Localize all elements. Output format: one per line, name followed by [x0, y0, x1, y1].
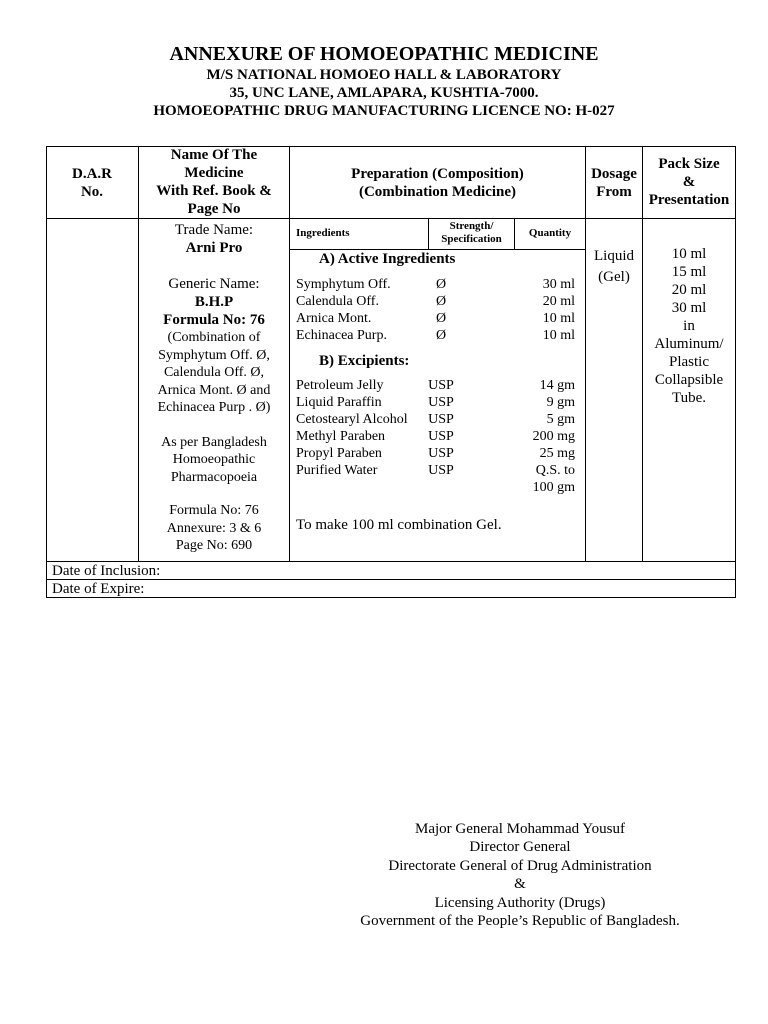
ingredient-name: Purified Water: [296, 463, 378, 478]
ingredient-name: Arnica Mont.: [296, 311, 372, 326]
signatory-authority: Licensing Authority (Drugs): [434, 894, 606, 911]
generic-name: B.H.P: [194, 294, 234, 310]
ingredient-qty: 10 ml: [542, 328, 575, 343]
ingredient-spec: Ø: [435, 328, 447, 343]
ingredient-name: Propyl Paraben: [296, 446, 382, 461]
ingredient-name: Cetostearyl Alcohol: [296, 412, 408, 427]
subheader-quantity: Quantity: [528, 227, 572, 239]
header-dar: D.A.R No.: [72, 166, 112, 200]
ingredient-spec: USP: [428, 429, 454, 444]
header-divider: [46, 218, 736, 219]
formula-number: Formula No: 76: [163, 312, 265, 328]
document-header: [0, 42, 768, 120]
ingredient-qty: 20 ml: [542, 294, 575, 309]
medicine-name-cell: [139, 221, 289, 555]
subheader-ingredients: Ingredients: [296, 227, 350, 239]
trade-name: Arni Pro: [185, 240, 243, 256]
signatory-name: Major General Mohammad Yousuf: [415, 821, 625, 837]
header-medicine-name: Name Of The Medicine With Ref. Book & Page No: [156, 147, 272, 217]
licence-number: HOMOEOPATHIC DRUG MANUFACTURING LICENCE NO: H-027: [153, 103, 615, 119]
date-of-inclusion-label: Date of Inclusion:: [52, 563, 161, 579]
header-preparation: Preparation (Composition) (Combination Medicine): [351, 166, 524, 200]
ingredient-qty: 5 gm: [546, 412, 575, 427]
document-title: ANNEXURE OF HOMOEOPATHIC MEDICINE: [169, 43, 599, 65]
header-dosage: Dosage From: [591, 166, 637, 200]
ingredient-name: Methyl Paraben: [296, 429, 386, 444]
ingredient-spec: USP: [428, 395, 454, 410]
ingredient-name: Echinacea Purp.: [296, 328, 387, 343]
table-border-right: [735, 146, 736, 598]
signatory-government: Government of the People’s Republic of Bangladesh.: [360, 913, 680, 930]
medicine-table: D.A.R No. Name Of The Medicine With Ref. Book & Page No Preparation (Composition) (Combination Medicine) Dosage From Pack Size & Presentation Ingredients Strength/ Specification Quantity Trade Name: Arni Pro Generic Name: B.H.P Formula No: 76 (Combination of Symphytum Off. Ø, Calendula Off. Ø, Arnica Mont. Ø and Echinacea Purp . Ø) As per Bangladesh Homoeopathic Pharmacopoeia Formula No: 76 Annexure: 3 & 6 Page No: 690 A) Active Ingredients Symphytum Off. Ø 30 ml Calendula Off. Ø 20 ml Arnica Mont. Ø 10 ml Echinacea Purp. Ø 10 ml B) Excipients: Petroleum Jelly USP 14 gm Liquid Paraffin USP 9 gm Cetostearyl Alcohol USP 5 gm Methyl Paraben USP 200 mg Propyl Paraben USP 25 mg Purified Water USP Q.S. to 100 gm To make 100 ml combination Gel. Liquid (Gel) 10 ml 15 ml 20 ml 30 ml in Aluminum/ Plastic Collapsible Tube. Date of Inclusion: Date of Expire:: [46, 146, 736, 598]
table-border-bottom: [46, 597, 736, 598]
ingredient-name: Calendula Off.: [296, 294, 379, 309]
active-ingredients-title: A) Active Ingredients: [319, 251, 456, 267]
trade-name-label: Trade Name:: [174, 222, 254, 238]
ingredient-spec: Ø: [435, 277, 447, 292]
signatory-title: Director General: [469, 839, 571, 856]
company-name: M/S NATIONAL HOMOEO HALL & LABORATORY: [206, 67, 562, 83]
ingredient-qty: 14 gm: [539, 378, 575, 393]
date-of-expire-label: Date of Expire:: [52, 581, 145, 597]
ingredient-name: Petroleum Jelly: [296, 378, 384, 393]
pack-sizes: 10 ml 15 ml 20 ml 30 ml in Aluminum/ Plastic Collapsible Tube.: [654, 246, 724, 406]
ingredient-name: Liquid Paraffin: [296, 395, 382, 410]
ingredient-qty: 30 ml: [542, 277, 575, 292]
signatory-department: Directorate General of Drug Administration: [388, 857, 652, 874]
ingredient-spec: Ø: [435, 294, 447, 309]
company-address: 35, UNC LANE, AMLAPARA, KUSHTIA-7000.: [229, 85, 539, 101]
ingredient-spec: USP: [428, 412, 454, 427]
ingredient-qty: 25 mg: [539, 446, 575, 461]
dosage-form: Liquid (Gel): [594, 248, 634, 285]
col-divider-2: [289, 146, 290, 562]
ingredient-name: Symphytum Off.: [296, 277, 391, 292]
ingredient-spec: Ø: [435, 311, 447, 326]
combination-note: (Combination of Symphytum Off. Ø, Calendula Off. Ø, Arnica Mont. Ø and Echinacea Purp . Ø) As per Bangladesh Homoeopathic Pharmacopoeia Formula No: 76 Annexure: 3 & 6 Page No: 690: [157, 330, 271, 553]
ingredient-spec: USP: [428, 463, 454, 478]
header-pack-size: Pack Size & Presentation: [648, 156, 730, 208]
ingredient-spec: USP: [428, 446, 454, 461]
excipients-title: B) Excipients:: [319, 353, 410, 369]
generic-name-label: Generic Name:: [168, 276, 260, 292]
ingredient-spec: USP: [428, 378, 454, 393]
signature-block: Major General Mohammad Yousuf Director General Directorate General of Drug Administration & Licensing Authority (Drugs) Government of the People’s Republic of Bangladesh.: [320, 820, 720, 930]
ingredient-qty: Q.S. to: [535, 463, 575, 478]
table-border-left: [46, 146, 47, 598]
col-divider-3: [585, 146, 586, 562]
ingredient-qty: 9 gm: [546, 395, 575, 410]
ingredient-qty: 200 mg: [532, 429, 575, 444]
subheader-strength: Strength/ Specification: [441, 220, 502, 245]
ingredient-qty: 10 ml: [542, 311, 575, 326]
to-make-note: To make 100 ml combination Gel.: [296, 517, 502, 533]
